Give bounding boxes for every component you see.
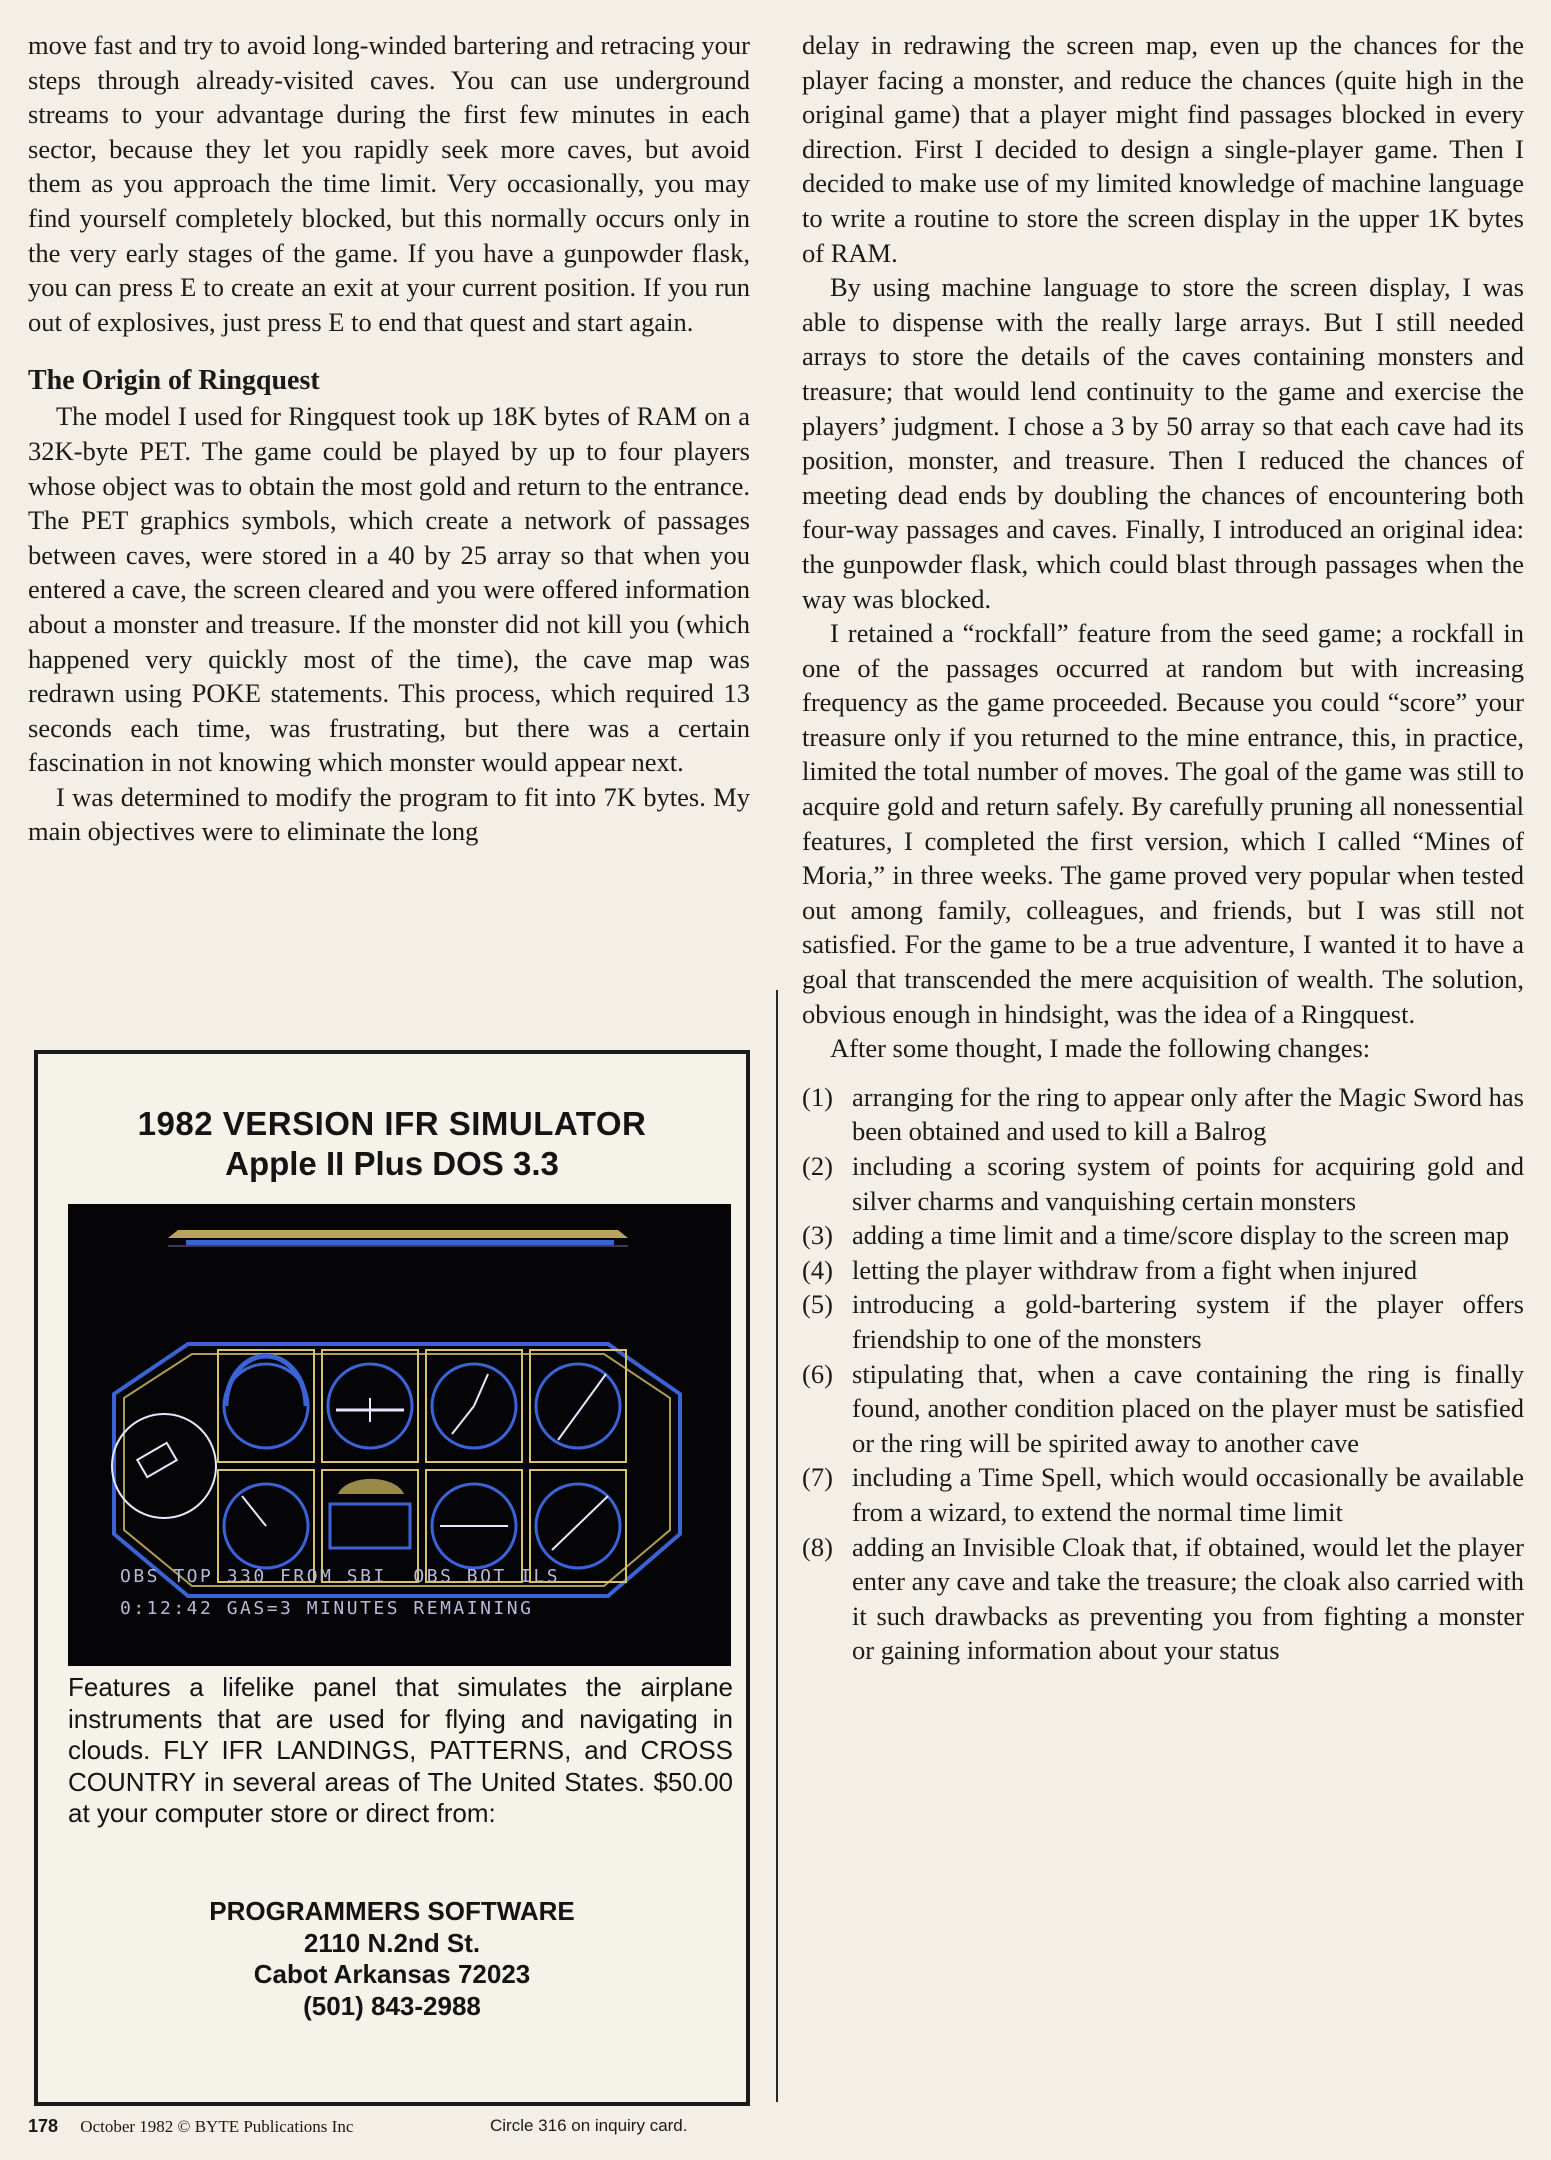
company-city: Cabot Arkansas 72023	[253, 1959, 531, 1989]
list-item: (3) adding a time limit and a time/score display to the screen map	[802, 1220, 1510, 1251]
list-item: (5) introducing a gold-bartering system if the player offers friendship to one of the monsters	[802, 1289, 1524, 1354]
screen-line-1: OBS TOP 330 FROM SBI OBS BOT ILS	[120, 1566, 561, 1587]
inquiry-note: Circle 316 on inquiry card.	[490, 2116, 688, 2135]
paragraph-modify: I was determined to modify the program to fit into 7K bytes. My main objectives were to eliminate the long	[28, 781, 750, 847]
list-item: (7) including a Time Spell, which would occasionally be available from a wizard, to extend the normal time limit	[802, 1462, 1524, 1527]
publication-credit: October 1982 © BYTE Publications Inc	[80, 2117, 354, 2136]
right-column	[802, 28, 1524, 1668]
left-column	[28, 28, 750, 849]
paragraph-machine: By using machine language to store the screen display, I was able to dispense with the really large arrays. But I still needed arrays to store the details of the caves containing monsters and treasure; that would lend continuity to the game and exercise the players’ judgment. I chose a 3 by 50 array so that each cave had its position, monster, and treasure. Then I reduced the chances of meeting dead ends by doubling the chances of encountering both four-way passages and caves. Finally, I introduced an original idea: the gunpowder flask, which could blast through passages when the way was blocked.	[802, 272, 1524, 614]
intro-paragraph: move fast and try to avoid long-winded bartering and retracing your steps through already-visited caves. You can use underground streams to your advantage during the first few minutes in each sector, because they let you rapidly seek more caves, but avoid them as you approach the time limit. Very occasionally, you may find yourself completely blocked, but this normally occurs only in the very early stages of the game. If you have a gunpowder flask, you can press E to create an exit at your current position. If you run out of explosives, just press E to end that quest and start again.	[28, 30, 750, 337]
paragraph-model: The model I used for Ringquest took up 18K bytes of RAM on a 32K-byte PET. The game could be played by up to four players whose object was to obtain the most gold and return to the entrance. The PET graphics symbols, which create a network of passages between caves, were stored in a 40 by 25 array so that when you entered a cave, the screen cleared and you were offered information about a monster and treasure. If the monster did not kill you (which happened very quickly most of the time), the cave map was redrawn using POKE statements. This process, which required 13 seconds each time, was frustrating, but there was a certain fascination in not knowing which monster would appear next.	[28, 401, 750, 778]
instrument-panel-graphic	[68, 1204, 731, 1666]
paragraph-delay: delay in redrawing the screen map, even up the chances for the player facing a monster, and reduce the chances (quite high in the original game) that a player might find passages blocked in every direction. First I decided to design a single-player game. Then I decided to make use of my limited knowledge of machine language to write a routine to store the screen display in the upper 1K bytes of RAM.	[802, 30, 1524, 268]
company-phone: (501) 843-2988	[303, 1990, 481, 2021]
paragraph-changes-intro: After some thought, I made the following changes:	[830, 1033, 1371, 1064]
column-divider	[776, 990, 778, 2102]
paragraph-rockfall: I retained a “rockfall” feature from the seed game; a rockfall in one of the passages occurred at random but with increasing frequency as the game proceeded. Because you could “score” your treasure only if you returned to the mine entrance, this, in practice, limited the total number of moves. The goal of the game was still to acquire gold and return safely. By carefully pruning all nonessential features, I completed the first version, which I called “Mines of Moria,” in three weeks. The game proved very popular when tested out among family, colleagues, and friends, but I was still not satisfied. For the game to be a true adventure, I wanted it to have a goal that transcended the mere acquisition of wealth. The solution, obvious enough in hindsight, was the idea of a Ringquest.	[802, 618, 1524, 1029]
simulator-screenshot	[68, 1204, 731, 1666]
list-item: (2) including a scoring system of points for acquiring gold and silver charms and vanquishing certain monsters	[802, 1151, 1524, 1216]
changes-list	[802, 1080, 1524, 1668]
list-item: (8) adding an Invisible Cloak that, if obtained, would let the player enter any cave and take the treasure; the cloak also carried with it such drawbacks as preventing you from fighting a monster or gaining information about your status	[802, 1531, 1524, 1666]
ad-subtitle: Apple II Plus DOS 3.3	[225, 1145, 559, 1182]
section-heading: The Origin of Ringquest	[28, 365, 320, 397]
page-footer	[28, 2112, 788, 2140]
advertisement	[34, 1050, 750, 2106]
ad-title: 1982 VERSION IFR SIMULATOR	[137, 1105, 647, 1142]
page-number: 178	[28, 2116, 59, 2136]
ad-company-block	[38, 1896, 746, 2022]
company-street: 2110 N.2nd St.	[303, 1927, 481, 1958]
company-name: PROGRAMMERS SOFTWARE	[209, 1896, 575, 1926]
list-item: (1) arranging for the ring to appear only after the Magic Sword has been obtained and used to kill a Balrog	[802, 1081, 1524, 1147]
list-item: (6) stipulating that, when a cave containing the ring is finally found, another condition placed on the player must be satisfied or the ring will be spirited away to another cave	[802, 1358, 1524, 1458]
ad-description: Features a lifelike panel that simulates the airplane instruments that are used for flying and navigating in clouds. FLY IFR LANDINGS, PATTERNS, and CROSS COUNTRY in several areas of The United States. $50.00 at your computer store or direct from:	[68, 1672, 733, 1828]
screen-line-2: 0:12:42 GAS=3 MINUTES REMAINING	[120, 1598, 534, 1619]
list-item: (4) letting the player withdraw from a fight when injured	[802, 1254, 1418, 1285]
